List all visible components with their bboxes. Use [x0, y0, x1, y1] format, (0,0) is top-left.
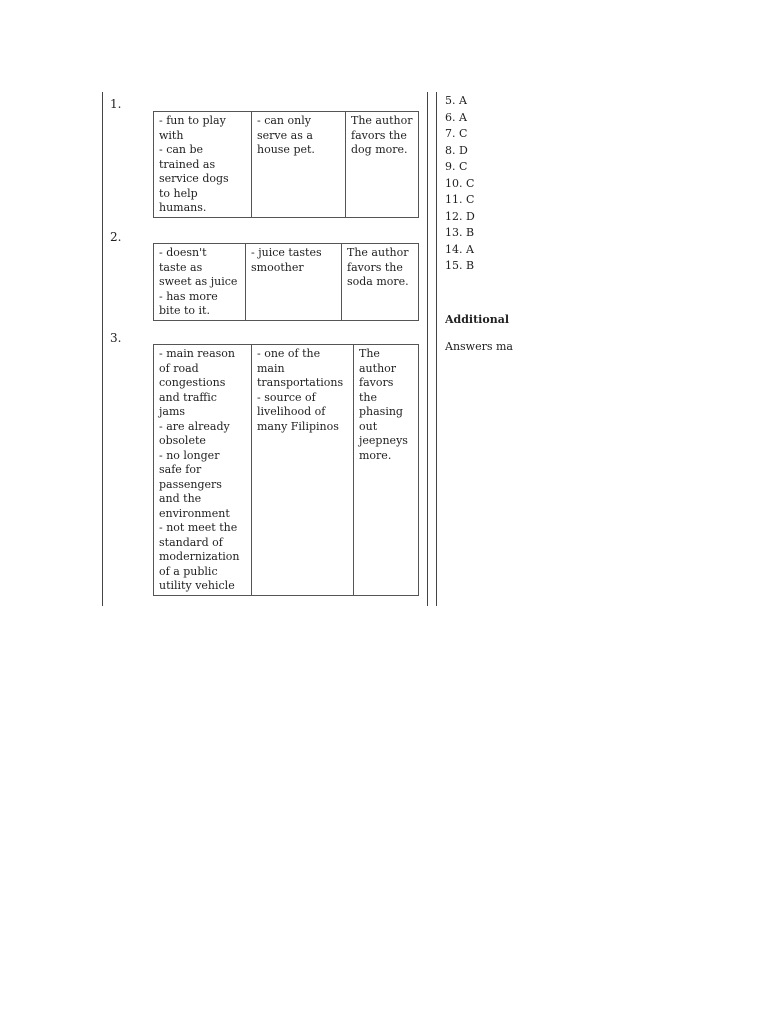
cell-line: with — [159, 128, 184, 142]
cell-line: sweet as juice — [159, 275, 238, 288]
cell-line: many Filipinos — [257, 419, 339, 433]
item-number-3: 3. — [110, 331, 122, 345]
cell-line: - main reason — [159, 347, 235, 360]
cell-line: service dogs — [159, 172, 229, 185]
divider-right-rule — [436, 92, 437, 606]
cell-line: taste as — [159, 260, 203, 274]
list-item: 12. D — [445, 209, 475, 223]
cell-line: obsolete — [159, 434, 206, 447]
item-number-2: 2. — [110, 230, 122, 244]
list-item: 14. A — [445, 242, 474, 256]
cell-line: The author — [347, 246, 409, 259]
cell-line: - can be — [159, 143, 204, 156]
cell-line: of road — [159, 361, 199, 375]
table-cell — [354, 345, 419, 596]
answers-text: Answers ma — [445, 340, 513, 353]
cell-line: more. — [359, 448, 392, 462]
cell-line: soda more. — [347, 275, 409, 288]
list-item: 10. C — [445, 176, 475, 190]
cell-line: The — [359, 347, 380, 360]
cell-line: serve as a — [257, 128, 313, 142]
cell-line: livelihood of — [257, 405, 326, 418]
answer-key-list — [445, 93, 475, 275]
table-cell — [154, 345, 252, 596]
cell-line: house pet. — [257, 143, 315, 156]
comparison-table-2 — [153, 243, 419, 321]
cell-line: humans. — [159, 201, 207, 214]
comparison-table-3 — [153, 344, 419, 596]
cell-line: jams — [159, 405, 186, 418]
comparison-table-1 — [153, 111, 419, 218]
cell-line: to help — [159, 186, 198, 200]
cell-line: congestions — [159, 376, 226, 389]
list-item: 6. A — [445, 110, 467, 124]
cell-line: of a public — [159, 564, 218, 578]
cell-line: favors the — [347, 260, 403, 274]
cell-line: favors — [359, 376, 394, 389]
cell-line: - doesn't — [159, 246, 207, 259]
table-cell — [346, 112, 419, 218]
cell-line: and traffic — [159, 390, 217, 404]
cell-line: author — [359, 361, 397, 375]
table-cell — [342, 244, 419, 321]
cell-line: - no longer — [159, 448, 220, 462]
cell-line: passengers — [159, 477, 222, 491]
cell-line: smoother — [251, 260, 304, 274]
divider-left-rule — [427, 92, 428, 606]
cell-line: - one of the — [257, 347, 321, 360]
table-row — [154, 244, 419, 321]
cell-line: safe for — [159, 463, 202, 476]
cell-line: the — [359, 390, 378, 404]
cell-line: - fun to play — [159, 114, 226, 127]
list-item: 5. A — [445, 94, 467, 107]
cell-line: main — [257, 361, 285, 375]
cell-line: phasing — [359, 405, 403, 418]
list-item: 15. B — [445, 259, 475, 272]
additional-heading: Additional — [445, 313, 509, 326]
cell-line: - are already — [159, 419, 230, 433]
cell-line: transportations — [257, 376, 344, 389]
cell-line: out — [359, 419, 378, 433]
cell-line: - juice tastes — [251, 246, 322, 259]
cell-line: and the — [159, 492, 202, 505]
cell-line: utility vehicle — [159, 579, 235, 592]
table-cell — [246, 244, 342, 321]
cell-line: favors the — [351, 128, 407, 142]
table-cell — [154, 112, 252, 218]
table-cell — [252, 345, 354, 596]
cell-line: modernization — [159, 550, 240, 563]
cell-line: standard of — [159, 535, 223, 549]
table-cell — [252, 112, 346, 218]
cell-line: bite to it. — [159, 304, 210, 317]
table-cell — [154, 244, 246, 321]
list-item: 7. C — [445, 127, 468, 140]
cell-line: environment — [159, 506, 230, 520]
list-item: 13. B — [445, 226, 475, 239]
cell-line: - not meet the — [159, 521, 238, 534]
cell-line: - source of — [257, 390, 316, 404]
cell-line: jeepneys — [359, 434, 408, 447]
cell-line: dog more. — [351, 143, 408, 156]
list-item: 8. D — [445, 143, 468, 157]
list-item: 11. C — [445, 193, 475, 206]
cell-line: - has more — [159, 289, 218, 303]
cell-line: trained as — [159, 157, 216, 171]
table-row — [154, 112, 419, 218]
table-row — [154, 345, 419, 596]
list-item: 9. C — [445, 160, 468, 173]
cell-line: The author — [351, 114, 413, 127]
item-number-1: 1. — [110, 97, 122, 111]
cell-line: - can only — [257, 114, 311, 127]
left-column-border — [102, 92, 103, 606]
